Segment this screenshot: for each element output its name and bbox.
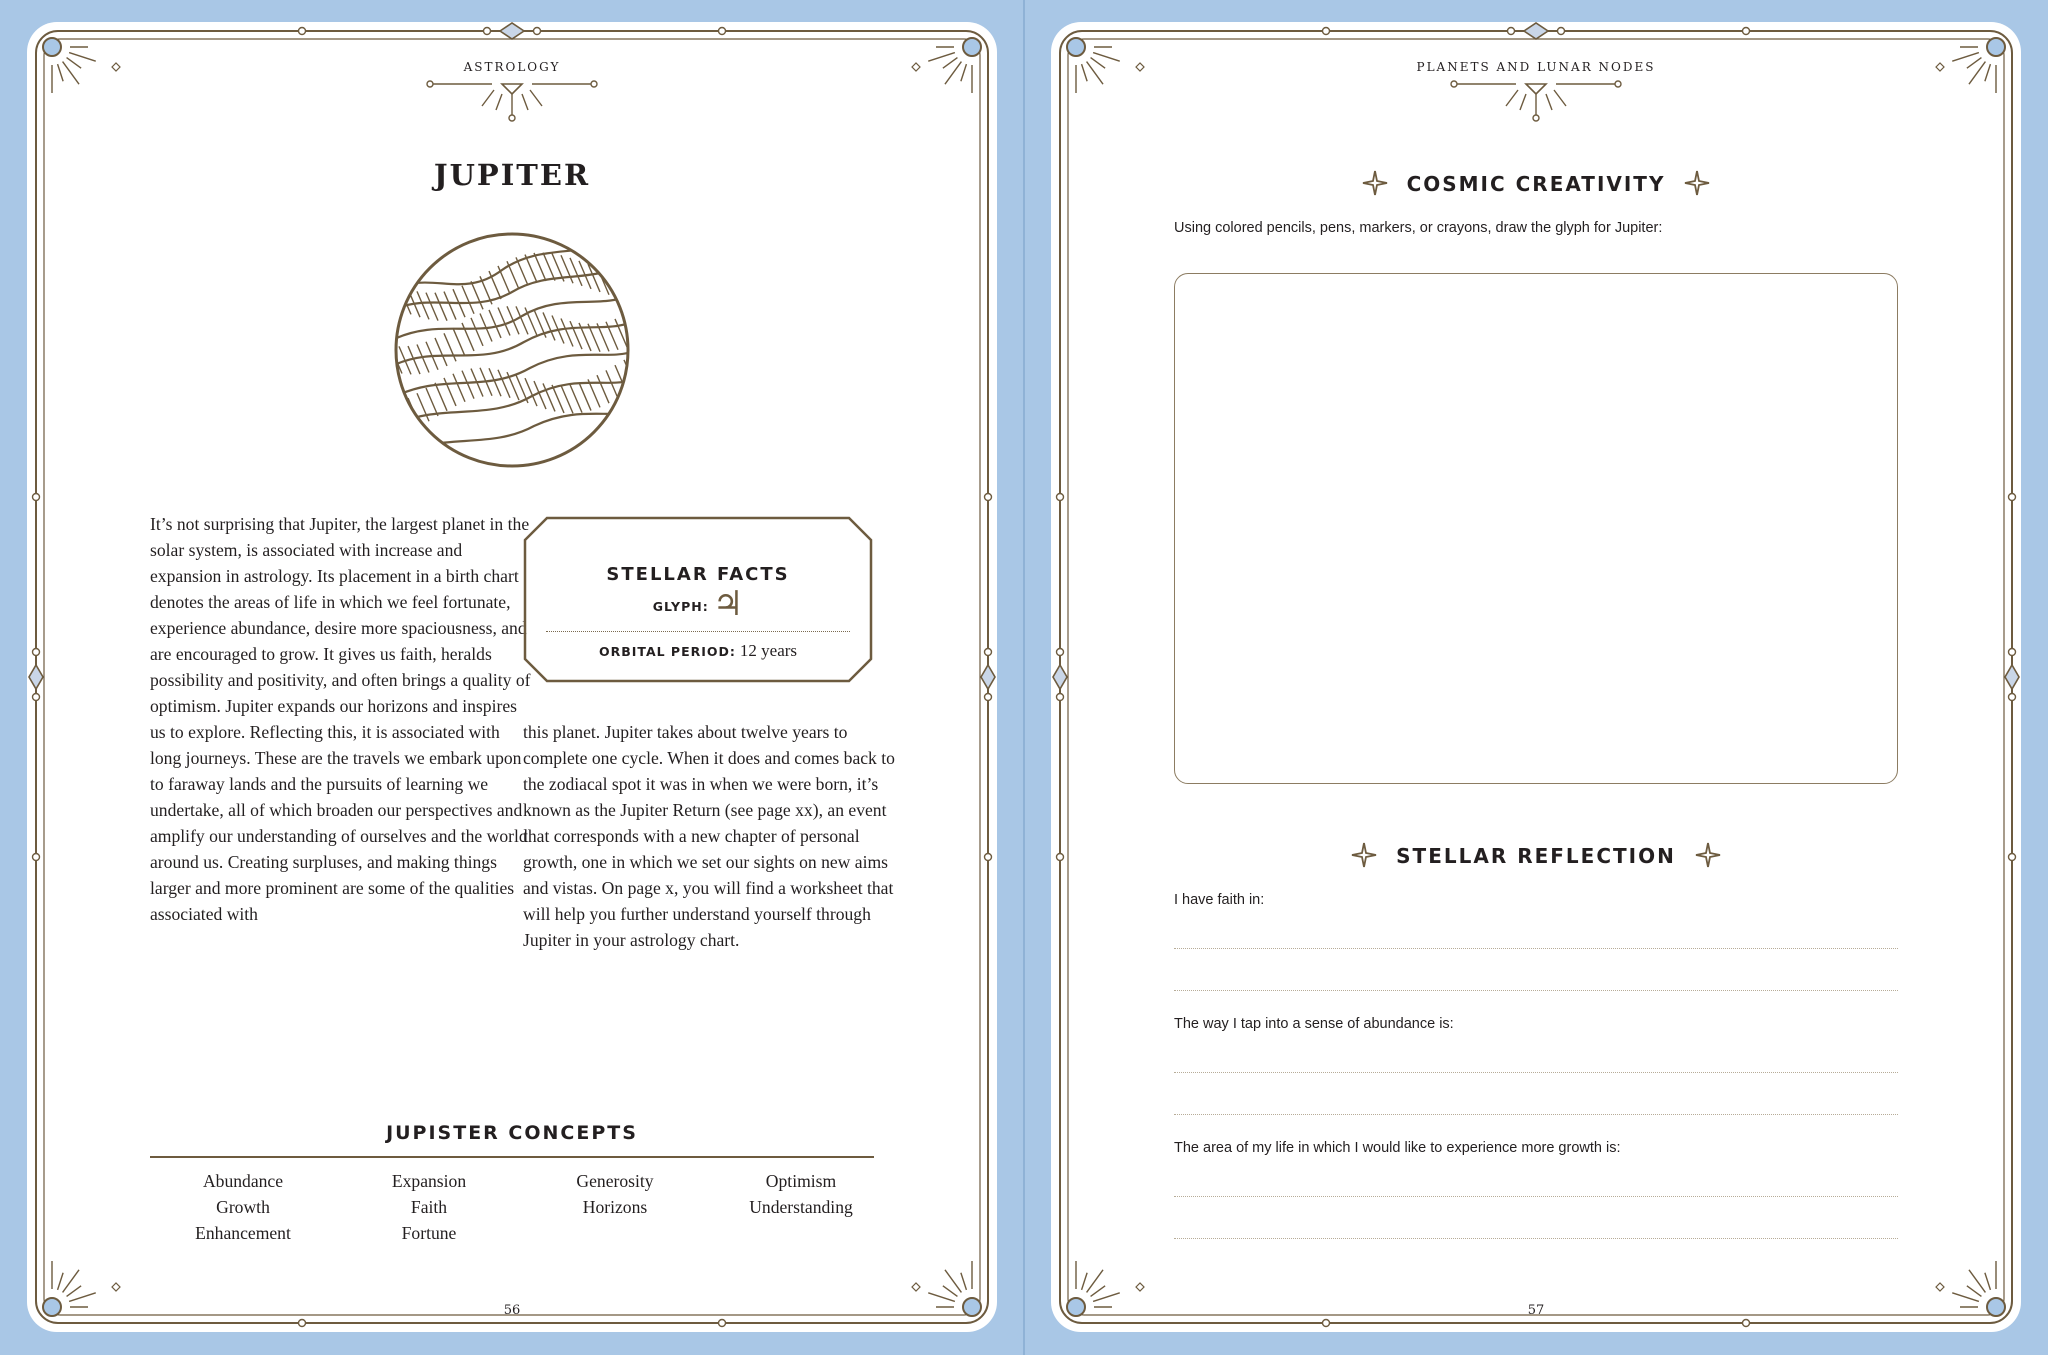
corner-star [1136, 1283, 1144, 1291]
stellar-facts-box [523, 516, 873, 683]
concept-item: Faith [410, 1197, 448, 1217]
border-bead [1323, 1320, 1330, 1327]
facts-title: STELLAR FACTS [606, 564, 790, 585]
planet-hatch-line [462, 286, 474, 314]
body-text-column-2: this planet. Jupiter takes about twelve years to complete one cycle. When it does and comes back to the zodiacal spot it was in when we were born, it’s known as the Jupiter Return (see page xx), an event that corresponds with a new chapter of personal growth, one in which we set our sights on new aims and vistas. On page x, you will find a worksheet that will help you further understand yourself through Jupiter in your astrology chart. [523, 722, 895, 950]
sunburst-ray [1082, 1273, 1088, 1290]
border-bead [1558, 28, 1565, 35]
planet-hatch-line [624, 270, 632, 298]
concept-item: Optimism [765, 1171, 837, 1191]
concept-item: Horizons [582, 1197, 648, 1217]
planet-hatch-line [453, 374, 465, 402]
left-page [27, 22, 997, 1332]
jupiter-glyph-icon: ♃ [712, 584, 744, 624]
writing-line[interactable] [1174, 1114, 1898, 1115]
top-diamond [1524, 23, 1548, 39]
running-head: ASTROLOGY [463, 60, 561, 74]
border-bead [534, 28, 541, 35]
side-diamond [1053, 665, 1067, 689]
planet-hatch-line [392, 405, 402, 433]
border-bead [719, 28, 726, 35]
concept-item: Generosity [576, 1171, 654, 1191]
corner-circle [43, 38, 61, 56]
border-bead [33, 649, 40, 656]
concept-column [150, 1168, 336, 1246]
planet-hatch-line [426, 388, 438, 416]
border-bead [1743, 28, 1750, 35]
border-bead [33, 854, 40, 861]
border-bead [2009, 494, 2016, 501]
corner-circle [1067, 38, 1085, 56]
concept-column [336, 1168, 522, 1246]
stellar-reflection-title: STELLAR REFLECTION [1396, 844, 1676, 868]
drawing-box[interactable] [1174, 273, 1898, 784]
border-bead [33, 694, 40, 701]
concept-item: Understanding [749, 1197, 853, 1217]
header-rays [482, 90, 542, 115]
sunburst-ray [1091, 1286, 1106, 1297]
planet-hatch-line [579, 383, 591, 411]
page-number: 57 [1527, 1303, 1545, 1318]
sunburst-ray [961, 1273, 967, 1290]
planet-hatch-line [498, 266, 510, 294]
planet-hatch-line [570, 385, 582, 413]
sparkle-icon [1351, 842, 1377, 868]
glyph-row [523, 584, 873, 624]
border-bead [509, 115, 515, 121]
glyph-label: GLYPH: [652, 599, 709, 614]
corner-circle [1987, 38, 2005, 56]
border-bead [2009, 694, 2016, 701]
concept-column [522, 1168, 708, 1246]
sunburst-ray [63, 1270, 79, 1293]
concepts-list [150, 1168, 894, 1246]
book-spine [1023, 0, 1025, 1355]
corner-star [112, 1283, 120, 1291]
header-triangle [1526, 84, 1546, 94]
border-bead [719, 1320, 726, 1327]
cosmic-creativity-heading [1051, 170, 2021, 196]
sunburst-ray [67, 1286, 82, 1297]
top-diamond [500, 23, 524, 39]
writing-line[interactable] [1174, 990, 1898, 991]
cosmic-creativity-title: COSMIC CREATIVITY [1406, 172, 1666, 196]
border-bead [1057, 694, 1064, 701]
planet-hatch-line [435, 338, 447, 366]
border-bead [1615, 81, 1621, 87]
border-bead [2009, 649, 2016, 656]
planet-hatch-line [392, 283, 402, 311]
corner-star [912, 1283, 920, 1291]
planet-hatch-line [471, 318, 483, 346]
orbital-period-row [523, 641, 873, 661]
planet-hatch-line [615, 270, 627, 298]
sparkle-icon [1362, 170, 1388, 196]
sunburst-ray [928, 1293, 955, 1302]
side-diamond [981, 665, 995, 689]
header-rays [1506, 90, 1566, 115]
border-bead [1743, 1320, 1750, 1327]
border-bead [484, 28, 491, 35]
page-number: 56 [503, 1303, 521, 1318]
running-head: PLANETS AND LUNAR NODES [1416, 60, 1656, 74]
page-title: JUPITER [433, 158, 591, 192]
corner-star [1936, 1283, 1944, 1291]
border-bead [985, 694, 992, 701]
planet-hatch-line [453, 328, 465, 356]
orbital-period-label: ORBITAL PERIOD: [598, 644, 736, 659]
jupiter-illustration [392, 230, 632, 470]
border-bead [1533, 115, 1539, 121]
writing-line[interactable] [1174, 948, 1898, 949]
right-page [1051, 22, 2021, 1332]
writing-line[interactable] [1174, 1072, 1898, 1073]
header-triangle [502, 84, 522, 94]
border-bead [985, 854, 992, 861]
planet-hatch-line [489, 310, 501, 338]
planet-hatch-line [525, 255, 537, 283]
planet-hatch-line [399, 286, 411, 314]
planet-hatch-line [392, 344, 393, 372]
body-text-column-1: It’s not surprising that Jupiter, the largest planet in the solar system, is associated with increase and expansion in astrology. Its placement in a birth chart denotes the areas of life in which we feel fortunate, experience abundance, desire more spaciousness, and are encouraged to grow. It gives us faith, heralds possibility and positivity, and often brings a quality of optimism. Jupiter expands our horizons and inspires us to explore. Reflecting this, it is associated with long journeys. These are the travels we embark upon to faraway lands and the pursuits of learning we undertake, all of which broaden our perspectives and amplify our understanding of ourselves and the world around us. Creating surpluses, and making things larger and more prominent are some of the qualities associated with [150, 514, 531, 924]
planet-hatch-line [516, 257, 528, 285]
planet-hatch-line [507, 261, 519, 289]
planet-hatch-line [435, 383, 447, 411]
border-bead [591, 81, 597, 87]
concepts-rule [150, 1156, 874, 1158]
reflection-prompt: The area of my life in which I would like to experience more growth is: [1174, 1140, 1621, 1156]
border-bead [33, 494, 40, 501]
sunburst-ray [69, 1293, 96, 1302]
reflection-prompt: The way I tap into a sense of abundance is: [1174, 1016, 1454, 1032]
planet-hatch-line [444, 292, 456, 320]
creativity-prompt: Using colored pencils, pens, markers, or crayons, draw the glyph for Jupiter: [1174, 220, 1663, 236]
planet-hatch-line [462, 371, 474, 399]
sunburst-ray [943, 1286, 958, 1297]
planet-hatch-line [471, 281, 483, 309]
planet-hatch-line [444, 333, 456, 361]
border-bead [1508, 28, 1515, 35]
border-bead [299, 1320, 306, 1327]
concept-item: Fortune [401, 1223, 457, 1243]
sunburst-ray [1093, 1293, 1120, 1302]
side-diamond [2005, 665, 2019, 689]
border-bead [299, 28, 306, 35]
planet-hatch-line [597, 375, 609, 403]
planet-hatch-line [444, 378, 456, 406]
sunburst-ray [58, 1273, 64, 1290]
sunburst-ray [1969, 1270, 1985, 1293]
sunburst-ray [945, 1270, 961, 1293]
sunburst-ray [1967, 1286, 1982, 1297]
border-bead [427, 81, 433, 87]
border-bead [1323, 28, 1330, 35]
concept-column [708, 1168, 894, 1246]
sparkle-icon [1695, 842, 1721, 868]
planet-hatch-line [480, 276, 492, 304]
planet-hatch-line [462, 323, 474, 351]
concepts-heading: JUPISTER CONCEPTS [386, 1122, 638, 1144]
planet-hatch-line [392, 280, 393, 308]
planet-hatch-line [498, 308, 510, 336]
side-diamond [29, 665, 43, 689]
planet-hatch-line [392, 407, 393, 435]
concept-item: Abundance [202, 1171, 284, 1191]
sparkle-icon [1684, 170, 1710, 196]
writing-line[interactable] [1174, 1196, 1898, 1197]
concept-item: Growth [216, 1197, 270, 1217]
sunburst-ray [1087, 1270, 1103, 1293]
planet-hatch-line [606, 370, 618, 398]
sunburst-ray [1952, 1293, 1979, 1302]
stellar-reflection-heading [1051, 842, 2021, 868]
border-bead [1057, 494, 1064, 501]
border-bead [1451, 81, 1457, 87]
corner-circle [963, 38, 981, 56]
border-bead [985, 494, 992, 501]
orbital-period-value: 12 years [739, 641, 798, 660]
writing-line[interactable] [1174, 1238, 1898, 1239]
border-bead [985, 649, 992, 656]
sunburst-ray [1985, 1273, 1991, 1290]
reflection-prompt: I have faith in: [1174, 892, 1265, 908]
concept-item: Expansion [391, 1171, 467, 1191]
dotted-divider [546, 631, 850, 632]
border-bead [1057, 649, 1064, 656]
concept-item: Enhancement [195, 1223, 291, 1243]
